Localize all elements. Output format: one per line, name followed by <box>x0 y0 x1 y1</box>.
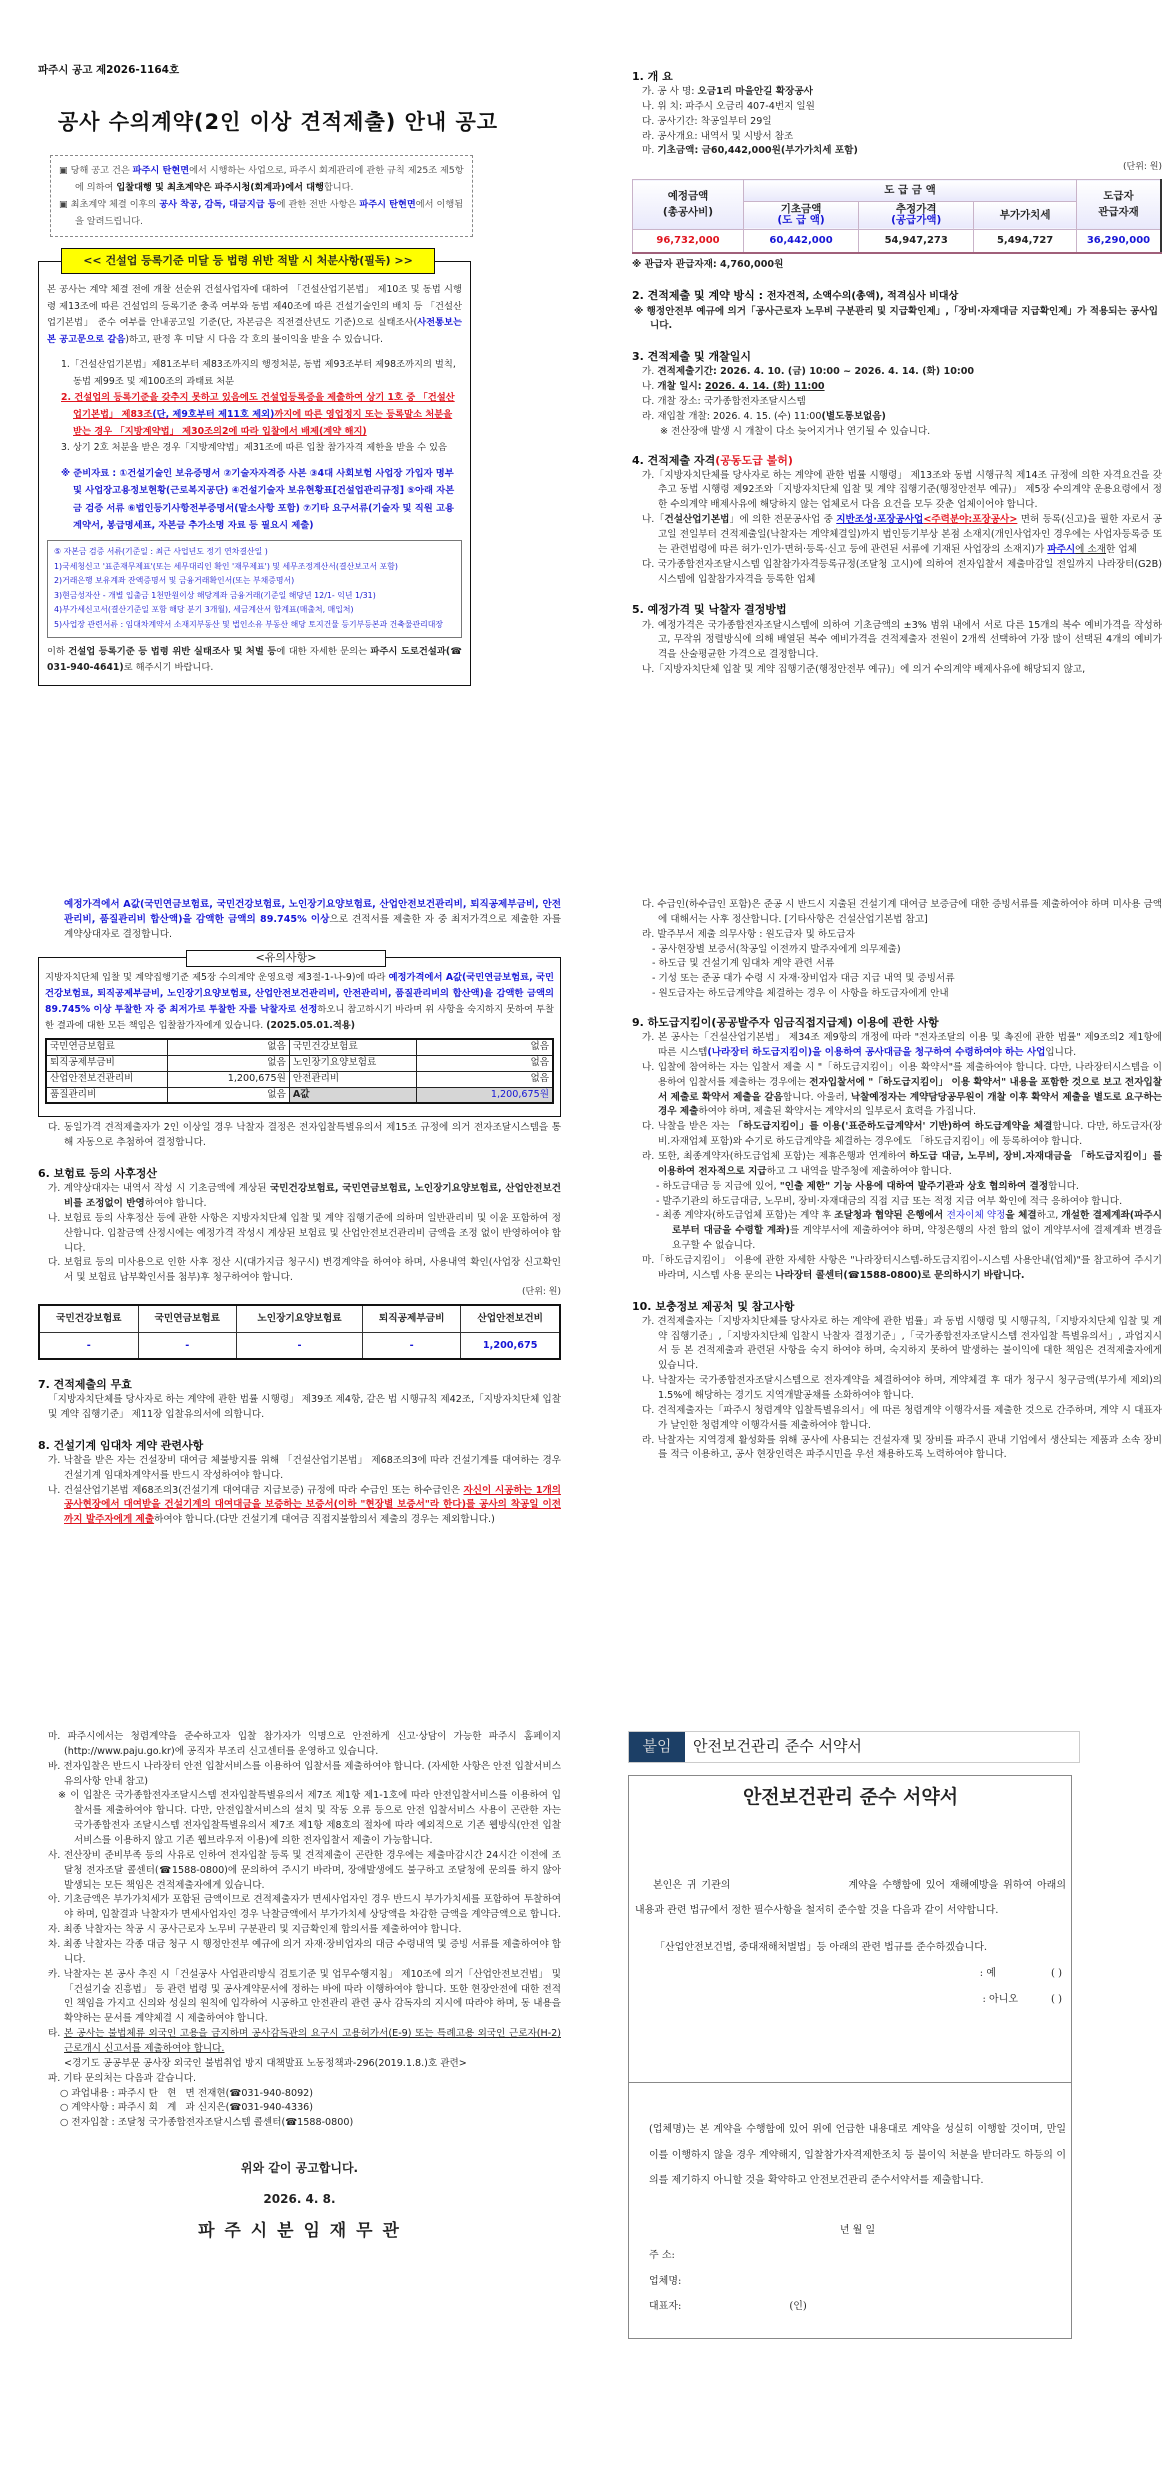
insurance-da: 다. 보험료 등의 미사용으로 인한 사후 정산 시(대가지급 청구시) 변경계약을 하여야 하며, 사용내역 확인(사업장 신고확인서 및 보험료 납부확인서를 첨부)후 청구하여야 합니다. <box>48 1257 561 1284</box>
violation-warning-box <box>38 253 471 686</box>
pledge-title: 안전보건관리 준수 서약서 <box>742 1786 959 1808</box>
a-value-row <box>46 1055 553 1071</box>
a-value-label: A값 <box>289 1087 416 1103</box>
equipment-na: 나. 건설산업기본법 제68조의3(건설기계 대여대금 지급보증) 규정에 따라 수급인 또는 하수급인은 자신이 시공하는 1개의 공사현장에서 대여받을 건설기계의 대여대금을 보증하는 보증서(이하 "현장별 보증서"라 한다)를 공사의 착공일 이전까지 발주자에게 제출하여야 합니다.(다만 건설기계 대여금 직접지불합의서 제출의 경우는 제외합니다.) <box>48 1484 561 1526</box>
subcontract-ga: 가. 본 공사는「건설산업기본법」 제34조 제9항의 개정에 따라 "전자조달의 이용 및 촉진에 관한 법률" 제9조의2 제1항에 따른 시스템(나라장터 하도급지킴이)을 이용하여 공사대금을 청구하여 수령하여야 하는 사업입니다. <box>642 1032 1162 1058</box>
equipment-ga: 가. 낙찰을 받은 자는 건설장비 대여금 체불방지를 위해 「건설산업기본법」 제68조의3에 따라 건설기계를 대여하는 경우 건설기계 임대차계약서를 반드시 작성하여야 합니다. <box>48 1454 561 1481</box>
ref-cha: 차. 최종 낙찰자는 각종 대금 청구 시 행정안전부 예규에 의거 자재·장비업자의 대금 수령내역 및 증빙 서류를 제출하여야 합니다. <box>48 1939 561 1965</box>
section-7-body: 「지방자치단체를 당사자로 하는 계약에 관한 법률 시행령」 제39조 제4항, 같은 법 시행규칙 제42조,「지방자치단체 입찰 및 계약 집행기준」 제11장 입찰유의서에 의합니다. <box>48 1394 561 1420</box>
qualification-ga: 가.「지방자치단체를 당사자로 하는 계약에 관한 법률 시행령」 제13조와 동법 시행규칙 제14조 규정에 의한 자격요건을 갖추고 동법 시행령 제92조와「지방자치단체 입찰 및 계약 집행기준(행정안전부 예규)」 제5장 수의계약 운용요령에서 정한 수의계약 배제사유에 해당하지 않는 업체로서 다음 요건을 모두 갖춘 업체이어야 합니다. <box>642 469 1162 511</box>
insurance-ga: 가. 계약상대자는 내역서 작성 시 기초금액에 계상된 국민건강보험료, 국민연금보험료, 노인장기요양보험료, 산업안전보건비를 조정없이 반영하여야 합니다. <box>48 1183 561 1209</box>
subcontract-ra: 라. 또한, 최종계약자(하도급업체 포함)는 제휴은행과 연계하여 하도급 대금, 노무비, 장비.자재대금을 「하도급지킴이」를 이용하여 전자적으로 지급하고 그 내역을 발주청에 제출하여야 합니다. <box>642 1150 1162 1177</box>
a-value-amount: 1,200,675원 <box>416 1087 553 1103</box>
estimate-na-start: 나.「지방자치단체 입찰 및 계약 집행기준(행정안전부 예규)」에 의거 수의계약 배제사유에 해당되지 않고, <box>642 664 1086 676</box>
subcontract-ra-item-2: - 발주기관의 하도급대금, 노무비, 장비·자재대금의 직접 지급 또는 적정 지급 여부 확인에 적극 응하여야 합니다. <box>656 1195 1123 1207</box>
capital-docs-list <box>54 560 455 633</box>
a-value-label: 노인장기요양보험료 <box>289 1055 416 1071</box>
ref-ta: 타. 본 공사는 불법체류 외국인 고용을 금지하며 공사감독관의 요구시 고용허가서(E-9) 또는 특례고용 외국인 근로자(H-2) 근로개시 신고서를 제출하여야 합니다. <box>48 2028 561 2055</box>
warning-item-1: 1.「건설산업기본법」제81조부터 제83조까지의 행정처분, 동법 제93조부터 제98조까지의 벌칙, 동법 제99조 및 제100조의 과태료 처분 <box>61 358 456 387</box>
warning-banner: << 건설업 등록기준 미달 등 법령 위반 적발 시 처분사항(필독) >> <box>61 248 435 274</box>
equipment-ra: 라. 발주부서 제출 의무사항 : 원도급자 및 하도급자 <box>642 928 855 940</box>
project-period: 다. 공사기간: 착공일부터 29일 <box>642 115 772 127</box>
submission-item: - 원도급자는 하도급계약을 체결하는 경우 이 사항을 하도급자에게 안내 <box>652 988 949 1000</box>
section-4-body <box>632 469 1162 588</box>
contact-item: ○ 계약사항 : 파주시 회 계 과 신지은(☎031-940-4336) <box>60 2102 314 2114</box>
ref-da: 다. 견적제출자는「파주시 청렴계약 입찰특별유의서」에 따른 청렴계약 이행각서를 제출한 것으로 간주하며, 계약 시 대표자가 날인한 청렴계약 이행각서를 제출하여야 합니다. <box>642 1404 1162 1431</box>
attachment-tag: 붙임 <box>629 1732 685 1762</box>
page-title: 공사 수의계약(2인 이상 견적제출) 안내 공고 <box>57 110 499 135</box>
ref-ja: 자. 최종 낙찰자는 착공 시 공사근로자 노무비 구분관리 및 지급확인제 합의서를 제출하여야 합니다. <box>48 1924 462 1936</box>
caution-box <box>38 950 561 1118</box>
th-contract: 도 급 금 액 <box>743 180 1076 201</box>
insurance-value: - <box>236 1332 362 1359</box>
capital-doc-item: 3)현금성자산 - 개별 입출금 1천만원이상 해당계좌 금융거래(기준일 해당년 12/1- 익년 1/31) <box>54 590 376 600</box>
govt-materials-note: ※ 관급자 관급자재: 4,760,000원 <box>632 259 784 271</box>
page-4 <box>632 898 1162 1463</box>
section-1-heading: 1. 개 요 <box>632 70 673 83</box>
a-value-amount: 없음 <box>168 1087 290 1103</box>
a-value-table <box>45 1038 554 1105</box>
th-estp: 추정가격 (공급가액) <box>859 201 974 229</box>
unit-label: (단위: 원) <box>1123 162 1162 173</box>
ref-ka: 카. 낙찰자는 본 공사 추진 시「건설공사 사업관리방식 검토기준 및 업무수행지침」 제10조에 의거「산업안전보건법」 및「건설기술 진흥법」 등 관련 법령 및 공사계약문서에 정하는 바에 따라 이행하여야 합니다. 또한 현장안전에 대한 전적인 책임을 가지고 신의와 성실의 원칙에 입각하여 시공하고 안전관리 관련 공사 감독자의 지시에 따라야 하며, 동 내용을 확약하는 문서를 계약체결 시 제출하여야 합니다. <box>48 1968 561 2025</box>
a-value-label: 국민연금보험료 <box>46 1039 168 1055</box>
contact-item: ○ 전자입찰 : 조달청 국가종합전자조달시스템 콜센터(☎1588-0800) <box>60 2117 354 2129</box>
page-2 <box>632 68 1162 679</box>
insurance-na: 나. 보험료 등의 사후정산 등에 관한 사항은 지방자치단체 입찰 및 계약 집행기준에 의하며 일반관리비 및 이윤 포함하여 정산합니다. 입찰금액 산정시에는 예정가격 작성시 계상된 보험료 및 산업안전보건관리비 금액을 조정 없이 반영하여야 합니다. <box>48 1212 561 1254</box>
a-value-row <box>46 1071 553 1087</box>
section-9-heading: 9. 하도급지킴이(공공발주자 임금직접지급제) 이용에 관한 사항 <box>632 1016 939 1030</box>
insurance-header: 퇴직공제부금비 <box>363 1305 461 1332</box>
section-6-heading: 6. 보험료 등의 사후정산 <box>38 1167 157 1181</box>
ref-sa: 사. 전산장비 준비부족 등의 사유로 인하여 전자입찰 등록 및 견적제출이 곤란한 경우에는 제출마감시간 24시간 이전에 조달청 전자조달 콜센터(☎1588-0800)에 문의하여 주시기 바라며, 장애발생에도 불구하고 조달청에 문의를 하지 않아 발생되는 모든 책임은 견적제출자에게 있습니다. <box>48 1849 561 1891</box>
delay-note: ※ 전산장애 발생 시 개찰이 다소 늦어지거나 연기될 수 있습니다. <box>660 425 931 437</box>
warning-intro: 본 공사는 계약 체결 전에 개찰 선순위 건설사업자에 대하여 「건설산업기본법」 제10조 및 동법 시행령 제13조에 따른 건설업의 등록기준 충족 여부와 동법 제40조에 따른 건설기술인의 배치 등 「건설산업기본법」 준수 여부를 안내공고일 기준(단, 자본금은 직전결산년도 기준)으로 실태조사(사전통보는 본 공고문으로 갈음)하고, 판정 후 미달 시 다음 각 호의 불이익을 받을 수 있습니다. <box>47 283 462 346</box>
project-name: 가. 공 사 명: 오금1리 마을안길 확장공사 <box>642 86 813 98</box>
section-3-body <box>632 365 1162 439</box>
notice-number: 파주시 공고 제2026-1164호 <box>38 64 180 76</box>
a-value-row <box>46 1087 553 1103</box>
prep-materials: ※ 준비자료 : ①건설기술인 보유증명서 ②기술자자격증 사본 ③4대 사회보험 사업장 가입자 명부 및 사업장고용정보현황(근로복지공단) ④건설기술자 보유현황표[건설업관리규정] ⑤아래 자본금 검증 서류 ⑥법인등기사항전부증명서(말소사항 포함) ⑦기타 요구서류(기술자 및 직원 고용계약서, 봉급명세표, 자본금 추가소명 자료 등 필요시 제출) <box>61 468 455 531</box>
pledge-representative[interactable]: 대표자: (인) <box>649 2301 807 2312</box>
val-materials: 36,290,000 <box>1076 229 1161 253</box>
ref-ga: 가. 견적제출자는「지방자치단체를 당사자로 하는 계약에 관한 법률」과 동법 시행령 및 시행규칙,「지방자치단체 입찰 및 계약 집행기준」,「지방자치단체 입찰시 낙찰자 결정기준」,「국가종합전자조달시스템 전자입찰 특별유의서」, 과업지시서 등 본 견적제출과 관련된 사항을 숙지 하여야 하며, 숙지하지 못하여 발생하는 불이익에 대한 책임은 견적제출자에게 있습니다. <box>642 1315 1162 1372</box>
th-vat: 부가가치세 <box>974 201 1077 229</box>
subcontract-da: 다. 낙찰을 받은 자는 「하도급지킴이」를 이용('표준하도급계약서' 기반)하여 하도급계약을 체결합니다. 다만, 하도급자(장비.자재업체 포함)와 수기로 하도급계약을 체결하는 경우에도 「하도급지킴이」에 등록하여야 합니다. <box>642 1121 1162 1148</box>
ref-na: 나. 낙찰자는 국가종합전자조달시스템으로 전자계약을 체결하여야 하며, 계약체결 후 대가 청구시 청구금액(부가세 제외)의 1.5%에 해당하는 경기도 지역개발공채를 소화하여야 합니다. <box>642 1375 1162 1402</box>
capital-doc-item: 4)부가세신고서(결산기준일 포함 해당 분기 3개월), 세금계산서 합계표(매출처, 매입처) <box>54 605 354 615</box>
pledge-address[interactable]: 주 소: <box>649 2250 675 2261</box>
a-value-label: 안전관리비 <box>289 1071 416 1087</box>
submission-item: - 하도급 및 건설기계 임대차 계약 관련 서류 <box>652 958 835 970</box>
subcontract-ra-item-3: - 최종 계약자(하도급업체 포함)는 계약 후 조달청과 협약된 은행에서 전자이체 약정을 체결하고, 개설한 결제계좌(파주시로부터 대금을 수령할 계좌)를 계약부서에 제출하여야 하며, 약정은행의 사전 합의 없이 계약부서에 결제계좌 변경을 요구할 수 없습니다. <box>656 1210 1162 1252</box>
pledge-paragraph-3: (업체명)는 본 계약을 수행함에 있어 위에 언급한 내용대로 계약을 성실히 이행할 것이며, 만일 이를 이행하지 않을 경우 계약해지, 입찰참가자격제한조치 등 불이익 처분을 받더라도 하등의 이의를 제기하지 아니할 것을 확약하고 안전보건관리 준수서약서를 제출합니다. <box>649 2124 1066 2186</box>
val-vat: 5,494,727 <box>974 229 1077 253</box>
capital-doc-item: 2)거래은행 보유계좌 잔액증명서 및 금융거래확인서(또는 부채증명서) <box>54 576 295 586</box>
bid-period: 가. 견적제출기간: 2026. 4. 10. (금) 10:00 ~ 2026. 4. 14. (화) 10:00 <box>642 366 975 378</box>
ref-pa: 파. 기타 문의처는 다음과 같습니다. <box>48 2072 197 2084</box>
page-5 <box>38 1730 561 2245</box>
submission-item: - 공사현장별 보증서(착공일 이전까지 발주자에게 의무제출) <box>652 943 901 955</box>
pledge-form <box>628 1775 1072 2083</box>
insurance-header: 산업안전보건비 <box>461 1305 560 1332</box>
section-10-heading: 10. 보충정보 제공처 및 참고사항 <box>632 1299 795 1313</box>
a-value-row <box>46 1039 553 1055</box>
caution-label: <유의사항> <box>186 950 386 967</box>
subcontract-ra-item-1: - 하도급대금 등 지급에 있어, "인출 제한" 기능 사용에 대하여 발주기관과 상호 협의하여 결정합니다. <box>656 1180 1079 1192</box>
a-value-label: 산업안전보건관리비 <box>46 1071 168 1087</box>
ref-ma: 마. 파주시에서는 청렴계약을 준수하고자 입찰 참가자가 익명으로 안전하게 신고·상담이 가능한 파주시 홈페이지(http://www.paju.go.kr)에 공직자 부조리 신고센터를 운영하고 있습니다. <box>48 1731 561 1757</box>
capital-doc-item: 1)국세청신고 '표준재무제표'(또는 세무대리인 확인 '재무제표') 및 세무조정계산서(결산보고서 포함) <box>54 561 398 571</box>
section-10-continued <box>38 1730 561 2131</box>
section-2-note: ※ 행정안전부 예규에 의거「공사근로자 노무비 구분관리 및 지급확인제」,「장비·자재대금 지급확인제」가 적용되는 공사입니다. <box>634 305 1158 332</box>
ref-ba-note: ※ 이 입찰은 국가종합전자조달시스템 전자입찰특별유의서 제7조 제1항 제1-1호에 따라 안전입찰서비스를 이용하여 입찰서를 제출하여야 합니다. 다만, 안전입찰서비스의 설치 및 작동 오류 등으로 안전 입찰서비스 사용이 곤란한 자는 국가종합전자 조달시스템 전자입찰특별유의서 제7조 제1항 제8호의 절차에 따라 예외적으로 기존 웹방식(안전 입찰서비스를 이용하지 않고 기존 웹브라우저 이용)에 의한 전자입찰서 제출이 가능합니다. <box>58 1790 561 1847</box>
insurance-table <box>38 1304 561 1360</box>
opening-place: 다. 개찰 장소: 국가종합전자조달시스템 <box>642 395 806 407</box>
insurance-value: - <box>363 1332 461 1359</box>
estimate-ga: 가. 예정가격은 국가종합전자조달시스템에 의하여 기초금액의 ±3% 범위 내에서 서로 다른 15개의 복수 예비가격을 작성하고, 무작위 정렬방식에 의해 배열된 복수 예비가격을 견적제출자 전원이 2개씩 선택하여 가장 많이 선택된 4개의 예비가격을 산술평균한 가격으로 결정합니다. <box>642 619 1162 661</box>
a-value-amount: 없음 <box>416 1055 553 1071</box>
capital-docs-title: ⑤ 자본금 검증 서류(기준일 : 최근 사업년도 정기 연차결산일 ) <box>54 546 268 556</box>
capital-doc-item: 5)사업장 관련서류 : 임대차계약서 소재지부동산 및 법인소유 부동산 해당 토지건물 등기부등본과 건축물관리대장 <box>54 620 443 630</box>
closing-date: 2026. 4. 8. <box>263 2191 336 2206</box>
th-base: 기초금액 (도 급 액) <box>743 201 858 229</box>
amount-table <box>632 179 1162 254</box>
pledge-paragraph-2: 「산업안전보건법, 중대재해처벌법」등 아래의 관련 법규를 준수하겠습니다. <box>655 1942 988 1954</box>
pledge-yes[interactable]: : 예 ( ) <box>979 1968 1062 1980</box>
a-value-label: 품질관리비 <box>46 1087 168 1103</box>
a-value-amount: 없음 <box>168 1039 290 1055</box>
pledge-paragraph-1: 본인은 귀 기관의 계약을 수행함에 있어 재해예방을 위하여 아래의 내용과 관련 법규에서 정한 필수사항을 철저히 준수할 것을 다음과 같이 서약합니다. <box>635 1880 1066 1916</box>
section-9-body <box>632 1031 1162 1284</box>
insurance-value: - <box>39 1332 138 1359</box>
a-value-amount: 없음 <box>168 1055 290 1071</box>
section-10-body <box>632 1315 1162 1464</box>
opening-time: 나. 개찰 일시: 2026. 4. 14. (화) 11:00 <box>642 381 825 393</box>
ref-a: 아. 기초금액은 부가가치세가 포함된 금액이므로 견적제출자가 면세사업자인 경우 반드시 부가가치세를 포함하여 투찰하여야 하며, 입찰결과 낙찰자가 면세사업자인 경우 낙찰금액에서 부가가치세 상당액을 차감한 금액을 계약금액으로 합니다. <box>48 1894 561 1921</box>
a-value-amount: 1,200,675원 <box>168 1071 290 1087</box>
insurance-header: 국민건강보험료 <box>39 1305 138 1332</box>
a-value-amount: 없음 <box>416 1039 553 1055</box>
section-8-heading: 8. 건설기계 임대차 계약 관련사항 <box>38 1438 204 1452</box>
equipment-da: 다. 수급인(하수급인 포함)은 준공 시 반드시 지출된 건설기계 대여금 보증금에 대한 증빙서류를 제출하여야 하며 미사용 금액에 대해서는 사후 정산합니다. [기타사항은 건설산업기본법 참고] <box>642 899 1162 925</box>
section-6-body <box>38 1182 561 1286</box>
page-1 <box>38 62 518 686</box>
page-3 <box>38 898 561 1528</box>
note-2: ▣ 최초계약 체결 이후의 공사 착공, 감독, 대금지급 등에 관한 전반 사항은 파주시 탄현면에서 이행됨을 알려드립니다. <box>59 198 464 227</box>
th-materials: 도급자 관급자재 <box>1076 180 1161 229</box>
pledge-no[interactable]: : 아니오 ( ) <box>982 1994 1062 2006</box>
section-4-heading: 4. 견적제출 자격(공동도급 불허) <box>632 453 793 467</box>
equipment-ra-list <box>642 943 1162 1002</box>
val-est: 96,732,000 <box>633 229 744 253</box>
attachment-title: 안전보건관리 준수 서약서 <box>693 1737 862 1756</box>
val-estp: 54,947,273 <box>859 229 974 253</box>
subcontract-na: 나. 입찰에 참여하는 자는 입찰서 제출 시 "「하도급지킴이」이용 확약서"를 제출하여야 합니다. 다만, 나라장터시스템을 이용하여 입찰서를 제출하는 경우에는 전자입찰서에 "「하도급지킴이」 이용 확약서" 내용을 포함한 것으로 보고 전자입찰서 제출로 확약서 제출을 갈음합니다. 아울러, 낙찰예정자는 계약담당공무원이 개찰 이후 확약서 제출을 별도로 요구하는 경우 제출하여야 하며, 제출된 확약서는 계약서의 일부로서 효력을 가집니다. <box>642 1061 1162 1118</box>
section-3-heading: 3. 견적제출 및 개찰일시 <box>632 350 751 364</box>
submission-item: - 기성 또는 준공 대가 수령 시 자재·장비업자 대금 지급 내역 및 증빙서류 <box>652 973 955 985</box>
project-location: 나. 위 치: 파주시 오금리 407-4번지 일원 <box>642 100 815 112</box>
qualification-na: 나.「건설산업기본법」에 의한 전문공사업 중 지반조성·포장공사업<주력분야:포장공사> 면허 등록(신고)을 필한 자로서 공고일 전일부터 견적제출일(낙찰자는 계약체결일)까지 법인등기부상 본점 소재지(개인사업자인 경우에는 사업자등록증 또는 관련법령에 따른 허가·인가·면허·등록·신고 등에 관련된 서류에 기재된 사업장의 소재지)가 파주시에 소재한 업체 <box>642 514 1162 555</box>
insurance-value: 1,200,675 <box>461 1332 560 1359</box>
section-5-body <box>632 619 1162 680</box>
insurance-value: - <box>138 1332 236 1359</box>
pledge-date: 년 월 일 <box>839 2224 876 2236</box>
contact-list <box>48 2087 561 2132</box>
subcontract-ra-items <box>642 1180 1162 1254</box>
notes-box <box>50 155 473 237</box>
pledge-form-bottom <box>628 2083 1072 2339</box>
a-value-amount: 없음 <box>416 1071 553 1087</box>
ref-ba: 바. 전자입찰은 반드시 나라장터 안전 입찰서비스를 이용하여 입찰서를 제출하여야 합니다. (자세한 사항은 안전 입찰서비스 유의사항 안내 참고) <box>48 1760 561 1787</box>
section-8-body <box>38 1454 561 1528</box>
pledge-company[interactable]: 업체명: <box>649 2275 682 2287</box>
section-7-heading: 7. 견적제출의 무효 <box>38 1378 132 1392</box>
insurance-unit: (단위: 원) <box>522 1287 561 1298</box>
issuer: 파 주 시 분 임 재 무 관 <box>198 2221 401 2242</box>
a-value-label: 국민건강보험료 <box>289 1039 416 1055</box>
page-6-attachment <box>628 1731 1168 2339</box>
caution-text: 지방자치단체 입찰 및 계약집행기준 제5장 수의계약 운영요령 제3절-1-나-9)에 따라 예정가격에서 A값(국민연금보험료, 국민건강보험료, 퇴직공제부금비, 노인장기요양보험료, 산업안전보건관리비, 안전관리비, 품질관리비의 합산액)을 감액한 금액의 89.745% 이상 투찰한 자 중 최저가로 투찰한 자를 낙찰자로 선정하오니 참고하시기 바라며 위 사항을 숙지하지 못하여 투찰한 결과에 대한 모든 책임은 입찰참가자에게 있습니다. (2025.05.01.적용) <box>45 971 554 1032</box>
qualification-da: 다. 국가종합전자조달시스템 입찰참가자격등록규정(조달청 고시)에 의하여 전자입찰서 제출마감일 전일까지 나라장터(G2B)시스템에 입찰참가자격을 등록한 업체 <box>642 558 1162 585</box>
note-1: ▣ 당해 공고 건은 파주시 탄현면에서 시행하는 사업으로, 파주시 회계관리에 관한 규칙 제25조 제5항에 의하여 입찰대행 및 최초계약은 파주시청(회계과)에서 대행합니다. <box>59 164 464 193</box>
capital-docs-box <box>47 540 462 638</box>
section-8-continued <box>632 898 1162 1002</box>
warning-item-3: 3. 상기 2호 처분을 받은 경우「지방계약법」제31조에 따른 입찰 참가자격 제한을 받을 수 있음 <box>61 442 448 454</box>
estimate-na-continued: 예정가격에서 A값(국민연금보험료, 국민건강보험료, 노인장기요양보험료, 산업안전보건관리비, 퇴직공제부금비, 안전관리비, 품질관리비 합산액)을 감액한 금액의 89.745% 이상으로 견적서를 제출한 자 중 최저가격으로 제출한 자를 계약상대자로 결정합니다. <box>64 899 561 940</box>
warning-contact: 이하 건설업 등록기준 등 법령 위반 실태조사 및 처벌 등에 대한 자세한 문의는 파주시 도로건설과(☎ 031-940-4641)로 해주시기 바랍니다. <box>47 645 462 674</box>
closing-statement: 위와 같이 공고합니다. <box>240 2161 359 2176</box>
warning-item-2: 2. 건설업의 등록기준을 갖추지 못하고 있음에도 건설업등록증을 제출하여 상기 1호 중 「건설산업기본법」 제83조(단, 제9호부터 제11호 제외)까지에 따른 영업정지 또는 등록말소 처분을 받는 경우 「지방계약법」 제30조의2에 따라 입찰에서 배제(계약 해지) <box>61 392 455 437</box>
th-est: 예정금액 (총공사비) <box>633 180 744 229</box>
subcontract-ma: 마.「하도급지킴이」 이용에 관한 자세한 사항은 "나라장터시스템-하도급지킴이-시스템 사용안내(업체)"를 참고하여 주시기 바라며, 시스템 사용 문의는 나라장터 콜센터(☎1588-0800)로 문의하시기 바랍니다. <box>642 1254 1162 1281</box>
a-value-label: 퇴직공제부금비 <box>46 1055 168 1071</box>
val-base: 60,442,000 <box>743 229 858 253</box>
insurance-header: 국민연금보험료 <box>138 1305 236 1332</box>
attachment-header <box>628 1731 1080 1763</box>
rebid-opening: 라. 재입찰 개찰: 2026. 4. 15. (수) 11:00(별도통보없음) <box>642 410 886 422</box>
base-amount: 마. 기초금액: 금60,442,000원(부가가치세 포함) <box>642 145 858 157</box>
section-2-heading: 2. 견적제출 및 계약 방식 : 전자견적, 소액수의(총액), 적격심사 비대상 <box>632 289 959 302</box>
contact-item: ○ 과업내용 : 파주시 탄 현 면 전재현(☎031-940-8092) <box>60 2087 314 2099</box>
project-overview: 라. 공사개요: 내역서 및 시방서 참조 <box>642 130 794 142</box>
tie-rule: 다. 동일가격 견적제출자가 2인 이상일 경우 낙찰자 결정은 전자입찰특별유의서 제15조 규정에 의거 전자조달시스템을 통해 자동으로 추첨하여 결정합니다. <box>48 1122 561 1149</box>
ref-ta-note: <경기도 공공부문 공사장 외국인 불법취업 방지 대책발표 노동정책과-296(2019.1.8.)호 관련> <box>64 2057 467 2069</box>
section-1-body <box>632 85 1162 159</box>
insurance-header: 노인장기요양보험료 <box>236 1305 362 1332</box>
ref-ra: 라. 낙찰자는 지역경제 활성화를 위해 공사에 사용되는 건설자재 및 장비를 파주시 관내 기업에서 생산되는 제품과 소속 장비를 적극 이용하고, 공사 현장인력은 파주시민을 우선 채용하도록 노력하여야 합니다. <box>642 1434 1162 1461</box>
section-5-heading: 5. 예정가격 및 낙찰자 결정방법 <box>632 603 787 617</box>
